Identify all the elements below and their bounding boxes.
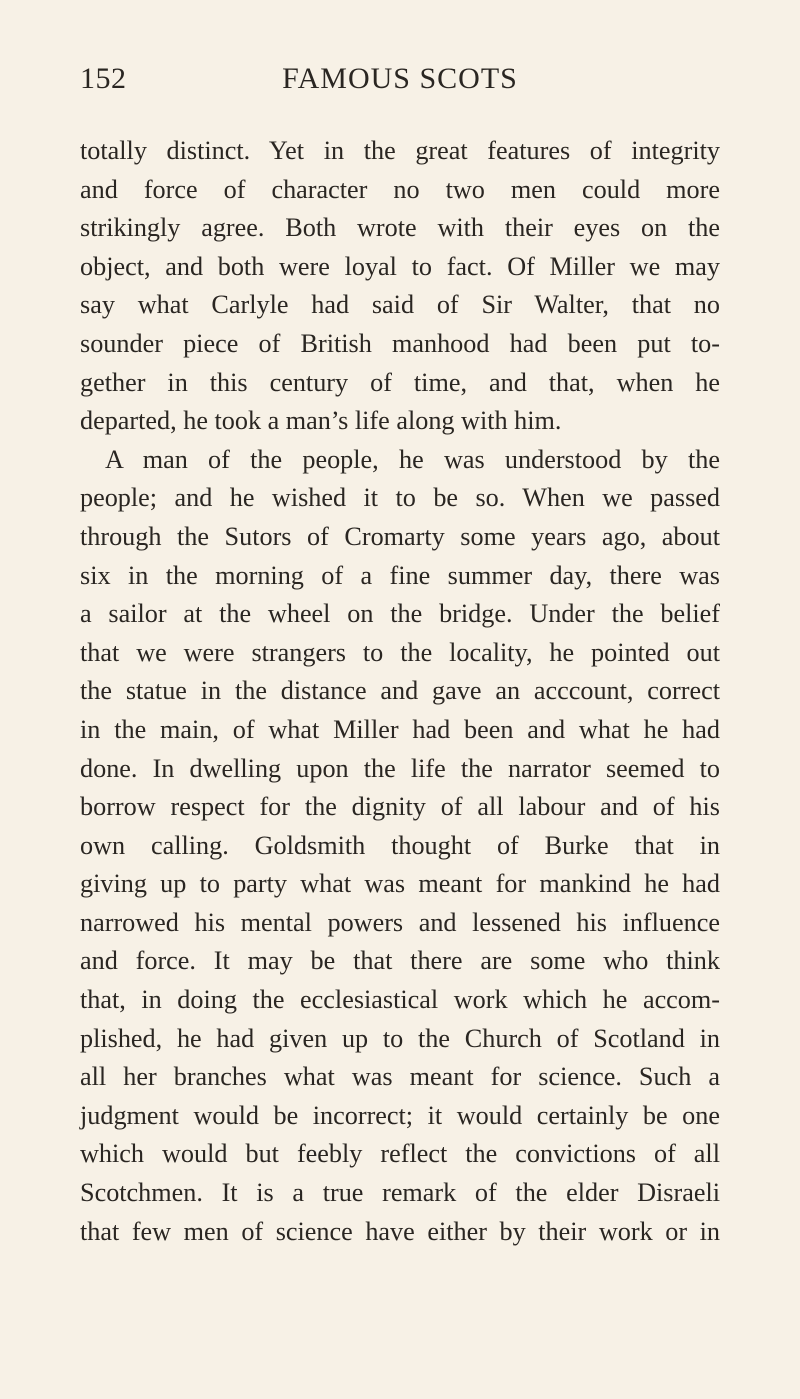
text-line: narrowed his mental powers and lessened his influence <box>80 907 720 937</box>
text-line: six in the morning of a fine summer day, there was <box>80 560 720 590</box>
running-title: FAMOUS SCOTS <box>282 62 518 95</box>
text-line: a sailor at the wheel on the bridge. Under the belief <box>80 599 720 629</box>
text-line: and force of character no two men could more <box>80 174 720 204</box>
text-line: sounder piece of British manhood had been put to- <box>80 328 720 358</box>
text-line: giving up to party what was meant for mankind he had <box>80 869 720 899</box>
text-line: that few men of science have either by their work or in <box>80 1216 720 1246</box>
body-text <box>80 132 720 1251</box>
text-line: which would but feebly reflect the convictions of all <box>80 1139 720 1169</box>
text-line: departed, he took a man’s life along with him. <box>80 406 562 436</box>
text-line: object, and both were loyal to fact. Of Miller we may <box>80 251 720 281</box>
text-line: say what Carlyle had said of Sir Walter, that no <box>80 290 720 320</box>
text-line: done. In dwelling upon the life the narrator seemed to <box>80 753 720 783</box>
text-line: that, in doing the ecclesiastical work which he accom- <box>80 985 720 1015</box>
text-line: Scotchmen. It is a true remark of the elder Disraeli <box>80 1178 720 1208</box>
text-line: gether in this century of time, and that, when he <box>80 367 720 397</box>
text-line: A man of the people, he was understood by the <box>105 444 720 474</box>
text-line: in the main, of what Miller had been and what he had <box>80 714 720 744</box>
text-line: that we were strangers to the locality, he pointed out <box>80 637 720 667</box>
text-line: totally distinct. Yet in the great features of integrity <box>80 136 720 165</box>
text-line: all her branches what was meant for science. Such a <box>80 1062 720 1092</box>
text-line: borrow respect for the dignity of all labour and of his <box>80 792 720 822</box>
page-number: 152 <box>80 62 127 95</box>
text-line: own calling. Goldsmith thought of Burke that in <box>80 830 720 860</box>
text-line: plished, he had given up to the Church of Scotland in <box>80 1023 720 1053</box>
text-line: the statue in the distance and gave an acccount, correct <box>80 676 720 706</box>
text-line: through the Sutors of Cromarty some years ago, about <box>80 521 720 551</box>
text-line: judgment would be incorrect; it would certainly be one <box>80 1100 720 1130</box>
text-line: strikingly agree. Both wrote with their eyes on the <box>80 213 720 243</box>
page-header <box>80 62 720 102</box>
text-line: people; and he wished it to be so. When we passed <box>80 483 720 513</box>
text-line: and force. It may be that there are some who think <box>80 946 720 976</box>
